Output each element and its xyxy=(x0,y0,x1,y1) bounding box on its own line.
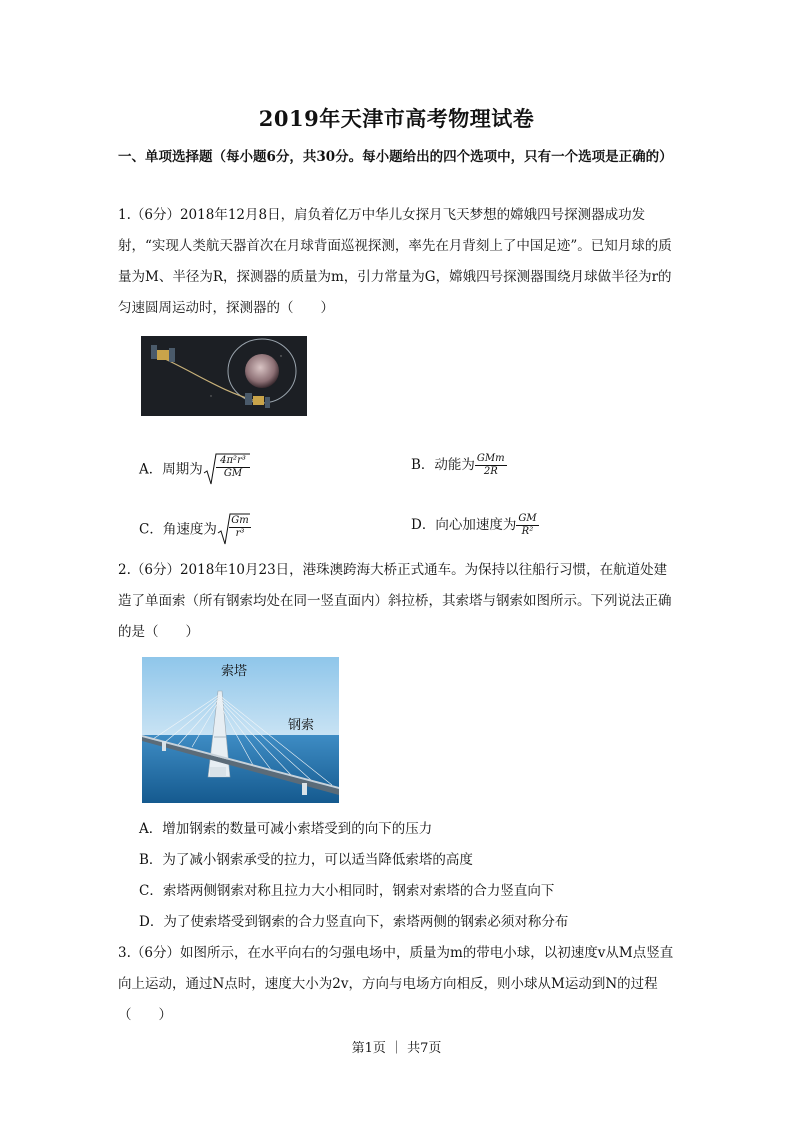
question-1-body: 1.（6分）2018年12月8日，肩负着亿万中华儿女探月飞天梦想的嫦娥四号探测器成功发射，“实现人类航天器首次在月球背面巡视探测，率先在月背刻上了中国足迹”。已知月球的质量为M、半径为R，探测器的质量为m，引力常量为G，嫦娥四号探测器围绕月球做半径为r的匀速圆周运动时，探测器的（ ） xyxy=(118,207,672,316)
question-1-text xyxy=(118,200,678,324)
bridge-image xyxy=(142,657,339,803)
cable-label: 钢索 xyxy=(288,718,315,733)
page-title: 2019年天津市高考物理试卷 xyxy=(258,106,535,131)
fraction: $\frac{GM}{\text{R²}}$ xyxy=(518,513,537,537)
q1-option-c: C．角速度为 Gm r³ xyxy=(139,513,251,547)
question-2-text xyxy=(118,555,678,648)
q1-option-d: D．向心加速度为 $\frac{GM}{\text{R²}}$ xyxy=(411,513,537,537)
q1-option-b: B．动能为 $\frac{\text{GMm}}{2R}$ xyxy=(411,453,505,477)
fraction: $\frac{\text{GMm}}{2R}$ xyxy=(476,453,505,477)
chang-e-probe-image xyxy=(141,336,307,416)
sqrt-symbol: Gm r³ xyxy=(217,513,251,547)
tower-label: 索塔 xyxy=(221,664,248,679)
q2-option-b: B．为了减小钢索承受的拉力，可以适当降低索塔的高度 xyxy=(139,852,473,868)
q2-option-c: C．索塔两侧钢索对称且拉力大小相同时，钢索对索塔的合力竖直向下 xyxy=(139,883,555,899)
page-footer: 第1页 ｜ 共7页 xyxy=(351,1041,442,1056)
q2-option-a: A．增加钢索的数量可减小索塔受到的向下的压力 xyxy=(139,821,433,837)
question-3-body: 3.（6分）如图所示，在水平向右的匀强电场中，质量为m的带电小球，以初速度v从M点竖直向上运动，通过N点时，速度大小为2v，方向与电场方向相反，则小球从M运动到N的过程（ ） xyxy=(118,945,674,1023)
section-heading: 一、单项选择题（每小题6分，共30分。每小题给出的四个选项中，只有一个选项是正确的） xyxy=(118,149,673,165)
q2-option-d: D．为了使索塔受到钢索的合力竖直向下，索塔两侧的钢索必须对称分布 xyxy=(139,914,569,930)
question-3-text xyxy=(118,938,678,1031)
q1-option-a: A．周期为 4π²r³ GM xyxy=(139,453,251,487)
question-2-body: 2.（6分）2018年10月23日，港珠澳跨海大桥正式通车。为保持以往船行习惯，在航道处建造了单面索（所有钢索均处在同一竖直面内）斜拉桥，其索塔与钢索如图所示。下列说法正确的是（ ） xyxy=(118,562,672,640)
sqrt-symbol: 4π²r³ GM xyxy=(203,453,251,487)
